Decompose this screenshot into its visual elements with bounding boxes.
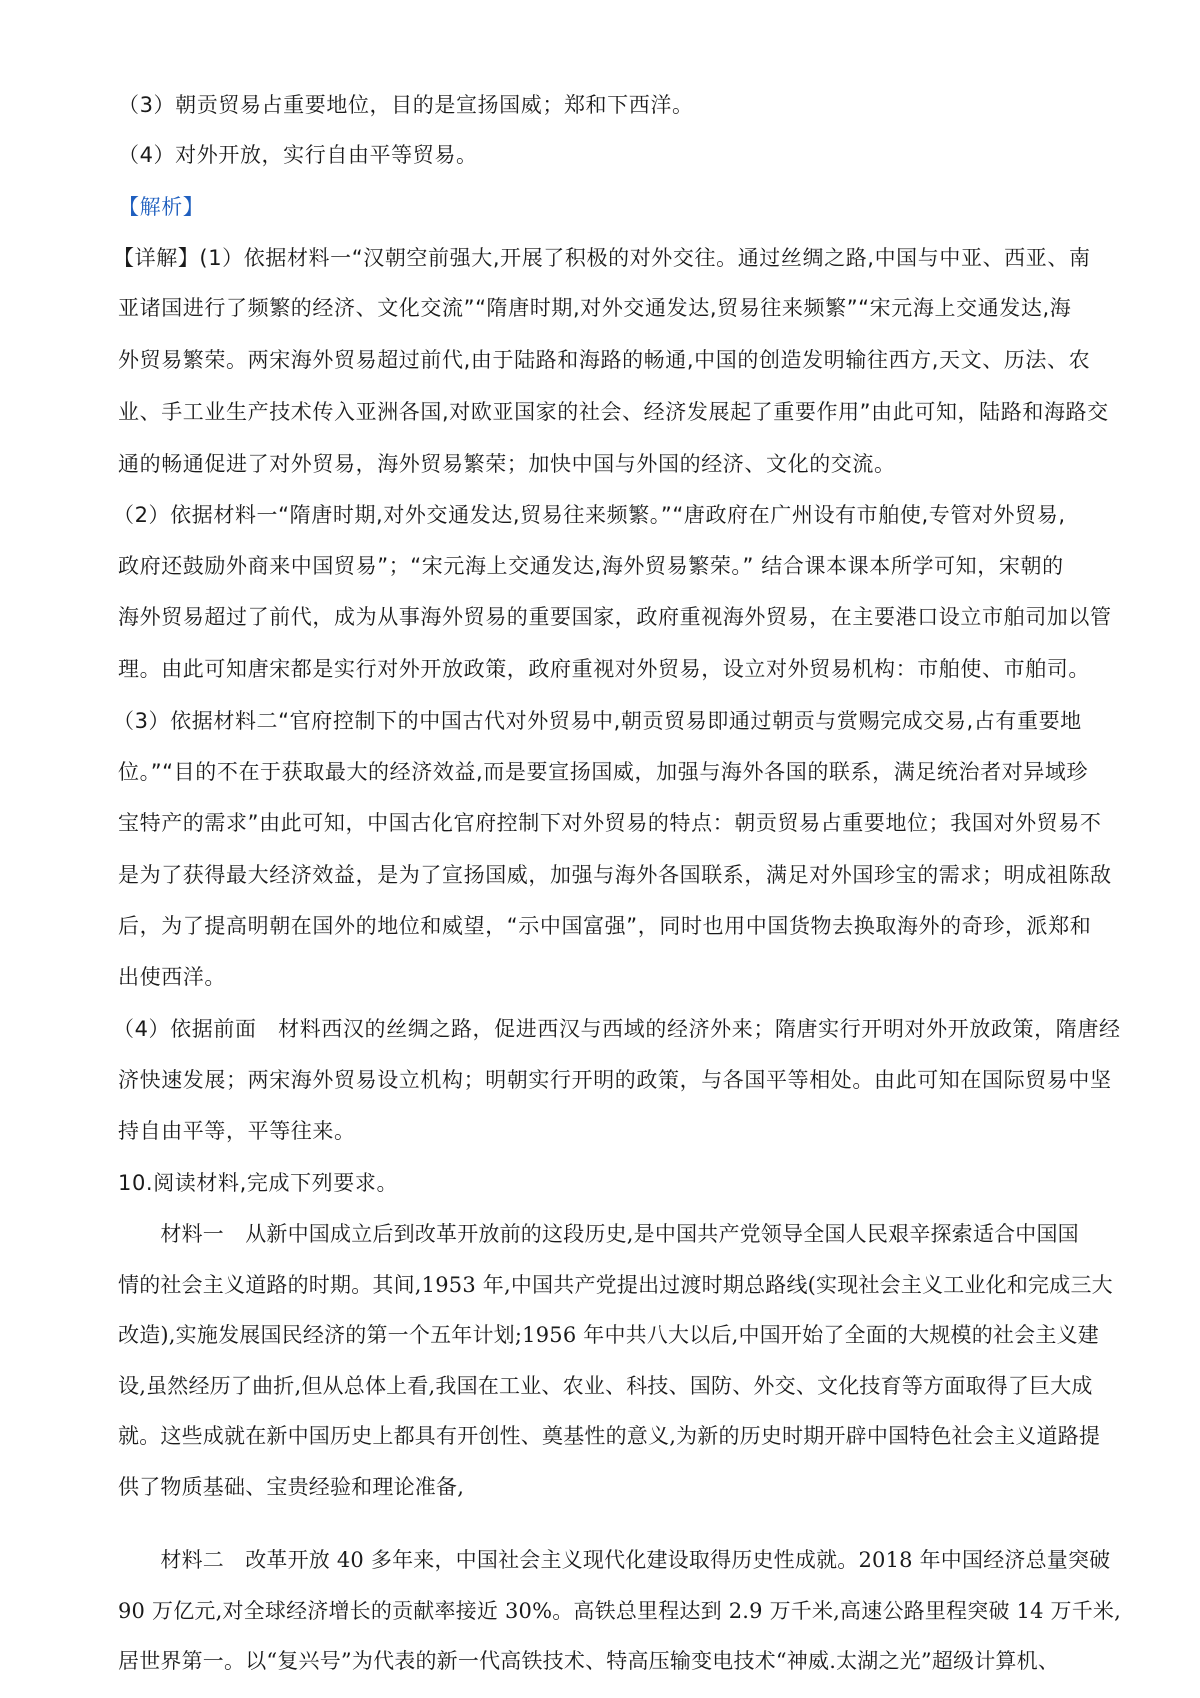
detail-3-line: 出使西洋。 xyxy=(118,965,226,989)
answer-3: （3）朝贡贸易占重要地位，目的是宣扬国威；郑和下西洋。 xyxy=(118,93,694,117)
detail-3-line: 位。”“目的不在于获取最大的经济效益,而是要宣扬国威，加强与海外各国的联系，满足统治者对异域珍 xyxy=(118,760,1089,784)
material-1-line: 材料一 从新中国成立后到改革开放前的这段历史,是中国共产党领导全国人民艰辛探索适合中国国 xyxy=(118,1222,1079,1246)
detail-2-line: 理。由此可知唐宋都是实行对外开放政策，政府重视对外贸易，设立对外贸易机构：市舶使、市舶司。 xyxy=(118,657,1090,681)
detail-1-line: 外贸易繁荣。两宋海外贸易超过前代,由于陆路和海路的畅通,中国的创造发明输往西方,天文、历法、农 xyxy=(118,348,1091,372)
detail-1-line: 亚诸国进行了频繁的经济、文化交流”“隋唐时期,对外交通发达,贸易往来频繁”“宋元海上交通发达,海 xyxy=(118,296,1072,320)
question-10-title: 10.阅读材料,完成下列要求。 xyxy=(118,1171,399,1195)
detail-1-line: 业、手工业生产技术传入亚洲各国,对欧亚国家的社会、经济发展起了重要作用”由此可知，陆路和海路交 xyxy=(118,400,1109,424)
material-2-line: 材料二 改革开放 40 多年来，中国社会主义现代化建设取得历史性成就。2018 年中国经济总量突破 xyxy=(118,1548,1111,1572)
detail-1-line: 通的畅通促进了对外贸易，海外贸易繁荣；加快中国与外国的经济、文化的交流。 xyxy=(118,452,896,476)
detail-2-line: （2）依据材料一“隋唐时期,对外交通发达,贸易往来频繁。”“唐政府在广州设有市舶使,专管对外贸易, xyxy=(113,503,1066,527)
answer-4: （4）对外开放，实行自由平等贸易。 xyxy=(118,143,478,167)
detail-2-line: 海外贸易超过了前代，成为从事海外贸易的重要国家，政府重视海外贸易，在主要港口设立市舶司加以管 xyxy=(118,605,1112,629)
detail-3-line: 后，为了提高明朝在国外的地位和威望，“示中国富强”，同时也用中国货物去换取海外的奇珍，派郑和 xyxy=(118,914,1092,938)
detail-3-line: 是为了获得最大经济效益，是为了宣扬国威，加强与海外各国联系，满足对外国珍宝的需求；明成祖陈敌 xyxy=(118,863,1112,887)
material-1-line: 就。这些成就在新中国历史上都具有开创性、奠基性的意义,为新的历史时期开辟中国特色社会主义道路提 xyxy=(118,1424,1101,1448)
detail-3-line: 宝特产的需求”由此可知，中国古化官府控制下对外贸易的特点：朝贡贸易占重要地位；我国对外贸易不 xyxy=(118,811,1102,835)
detail-1-line: 【详解】(1）依据材料一“汉朝空前强大,开展了积极的对外交往。通过丝绸之路,中国与中亚、西亚、南 xyxy=(113,246,1091,270)
detail-4-line: 持自由平等，平等往来。 xyxy=(118,1119,356,1143)
material-2-line: 90 万亿元,对全球经济增长的贡献率接近 30%。高铁总里程达到 2.9 万千米,高速公路里程突破 14 万千米, xyxy=(118,1599,1121,1623)
analysis-label: 【解析】 xyxy=(118,195,205,219)
detail-4-line: （4）依据前面 材料西汉的丝绸之路，促进西汉与西域的经济外来；隋唐实行开明对外开放政策，隋唐经 xyxy=(113,1017,1121,1041)
detail-2-line: 政府还鼓励外商来中国贸易”；“宋元海上交通发达,海外贸易繁荣。” 结合课本课本所学可知，宋朝的 xyxy=(118,554,1064,578)
material-1-line: 设,虽然经历了曲折,但从总体上看,我国在工业、农业、科技、国防、外交、文化技育等方面取得了巨大成 xyxy=(118,1374,1093,1398)
detail-3-line: （3）依据材料二“官府控制下的中国古代对外贸易中,朝贡贸易即通过朝贡与赏赐完成交易,占有重要地 xyxy=(113,709,1082,733)
material-1-line: 情的社会主义道路的时期。其间,1953 年,中国共产党提出过渡时期总路线(实现社会主义工业化和完成三大 xyxy=(118,1273,1113,1297)
material-1-line: 改造),实施发展国民经济的第一个五年计划;1956 年中共八大以后,中国开始了全面的大规模的社会主义建 xyxy=(118,1323,1099,1347)
material-2-line: 居世界第一。以“复兴号”为代表的新一代高铁技术、特高压输变电技术“神威.太湖之光”超级计算机、 xyxy=(118,1649,1060,1673)
detail-4-line: 济快速发展；两宋海外贸易设立机构；明朝实行开明的政策，与各国平等相处。由此可知在国际贸易中坚 xyxy=(118,1068,1112,1092)
material-1-line: 供了物质基础、宝贵经验和理论准备, xyxy=(118,1475,465,1499)
